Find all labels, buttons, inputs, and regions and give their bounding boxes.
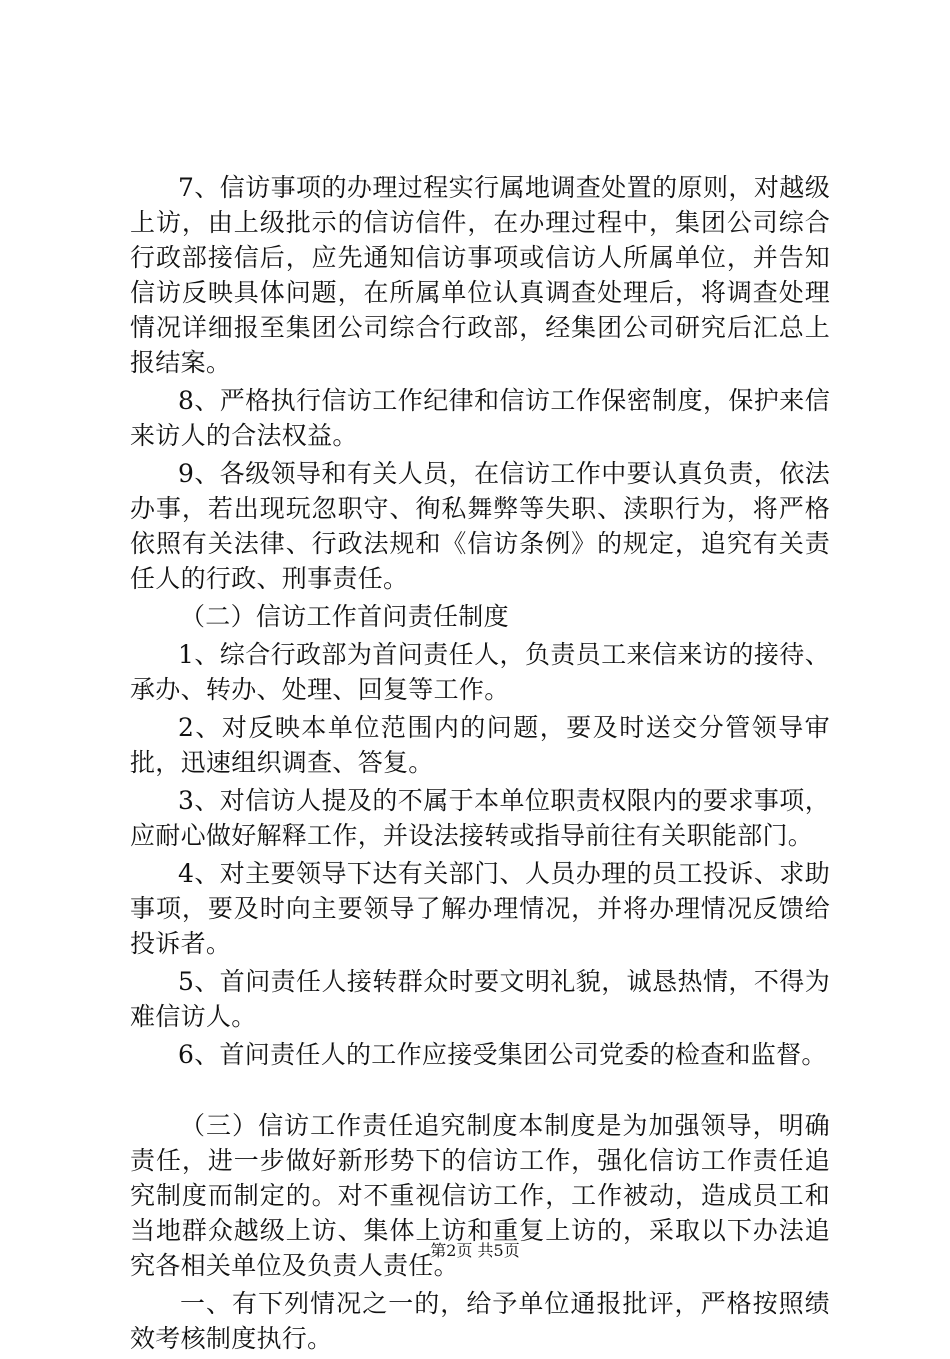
paragraph-item-3: 3、对信访人提及的不属于本单位职责权限内的要求事项，应耐心做好解释工作，并设法接转或指导前往有关职能部门。 bbox=[130, 786, 830, 850]
paragraph-item-9: 9、各级领导和有关人员，在信访工作中要认真负责，依法办事，若出现玩忽职守、徇私舞弊等失职、渎职行为，将严格依照有关法律、行政法规和《信访条例》的规定，追究有关责任人的行政、刑事责任。 bbox=[130, 459, 830, 593]
section-heading-2: （二）信访工作首问责任制度 bbox=[180, 602, 509, 631]
paragraph-item-8: 8、严格执行信访工作纪律和信访工作保密制度，保护来信来访人的合法权益。 bbox=[130, 386, 830, 450]
paragraph-item-4: 4、对主要领导下达有关部门、人员办理的员工投诉、求助事项，要及时向主要领导了解办理情况，并将办理情况反馈给投诉者。 bbox=[130, 859, 830, 958]
paragraph-item-1: 1、综合行政部为首问责任人，负责员工来信来访的接待、承办、转办、处理、回复等工作。 bbox=[130, 640, 830, 704]
paragraph-clause-1: 一、有下列情况之一的，给予单位通报批评，严格按照绩效考核制度执行。 bbox=[130, 1289, 830, 1353]
paragraph-item-6: 6、首问责任人的工作应接受集团公司党委的检查和监督。 bbox=[178, 1040, 827, 1069]
page-footer: 第2页 共5页 bbox=[430, 1241, 520, 1260]
paragraph-item-7: 7、信访事项的办理过程实行属地调查处置的原则，对越级上访，由上级批示的信访信件，在办理过程中，集团公司综合行政部接信后，应先通知信访事项或信访人所属单位，并告知信访反映具体问题，在所属单位认真调查处理后，将调查处理情况详细报至集团公司综合行政部，经集团公司研究后汇总上报结案。 bbox=[130, 173, 830, 377]
document-body bbox=[130, 170, 830, 1359]
section-3-paragraph: （三）信访工作责任追究制度本制度是为加强领导，明确责任，进一步做好新形势下的信访工作，强化信访工作责任追究制度而制定的。对不重视信访工作，工作被动，造成员工和当地群众越级上访、集体上访和重复上访的，采取以下办法追究各相关单位及负责人责任。 bbox=[130, 1111, 830, 1280]
paragraph-item-5: 5、首问责任人接转群众时要文明礼貌，诚恳热情，不得为难信访人。 bbox=[130, 967, 830, 1031]
paragraph-item-2: 2、对反映本单位范围内的问题，要及时送交分管领导审批，迅速组织调查、答复。 bbox=[130, 713, 830, 777]
